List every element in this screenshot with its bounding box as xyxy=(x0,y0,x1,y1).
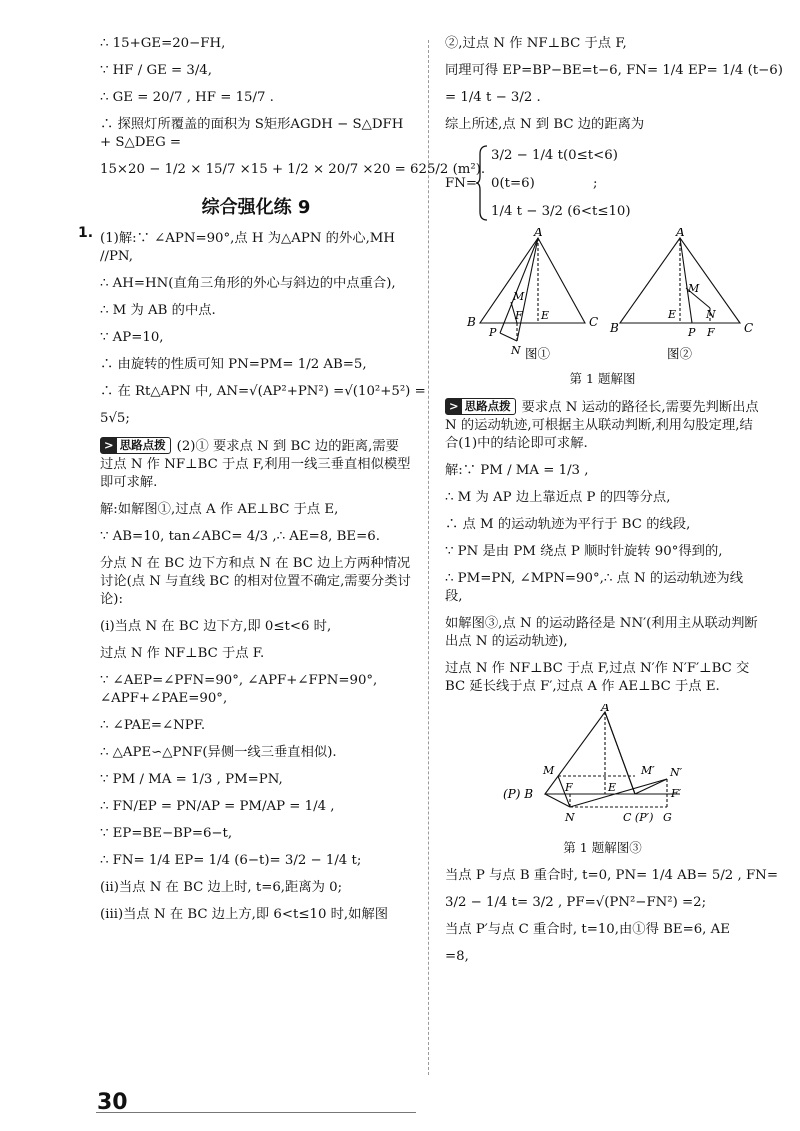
text-line: 当点 P 与点 B 重合时, t=0, PN= 1/4 AB= 5/2 , FN= xyxy=(445,868,778,883)
tip-text: (2)① 要求点 N 到 BC 边的距离,需要过点 N 作 NF⊥BC 于点 F,利用一线三垂直相似模型即可求解. xyxy=(100,439,411,490)
question-number: 1. xyxy=(78,225,94,241)
fig3-label: N′ xyxy=(670,766,683,779)
fig2-label: E xyxy=(668,308,677,321)
formula-lhs: FN= xyxy=(445,176,478,191)
tip-tag xyxy=(445,398,516,415)
text-line: ∴ AH=HN(直角三角形的外心与斜边的中点重合), xyxy=(100,276,396,291)
section-title: 综合强化练 9 xyxy=(201,197,311,218)
text-line: 3/2 − 1/4 t= 3/2 , PF=√(PN²−FN²) =2; xyxy=(445,895,707,910)
column-divider xyxy=(428,40,429,1075)
fig3-label: N xyxy=(565,811,575,824)
text-line: ∵ AP=10, xyxy=(100,330,164,345)
fig3-label: M′ xyxy=(641,764,655,777)
text-line: ∴ 15+GE=20−FH, xyxy=(100,36,226,51)
text-line: ∴ △APE∽△PNF(异侧一线三垂直相似). xyxy=(100,745,337,760)
fig2-label: C xyxy=(744,321,754,335)
tip-text: 要求点 N 运动的路径长,需要先判断出点 N 的运动轨迹,可根据主从联动判断,利用勾股定理,结合(1)中的结论即可求解. xyxy=(445,400,759,451)
piecewise-formula xyxy=(445,142,760,224)
text-line: (1)解:∵ ∠APN=90°,点 H 为△APN 的外心,MH //PN, xyxy=(100,231,396,264)
text-line: ∵ PN 是由 PM 绕点 P 顺时针旋转 90°得到的, xyxy=(445,544,723,559)
text-line: 过点 N 作 NF⊥BC 于点 F,过点 N′作 N′F′⊥BC 交 BC 延长线于点 F′,过点 A 作 AE⊥BC 于点 E. xyxy=(445,661,750,694)
fig2-label: F xyxy=(707,326,715,339)
text-line: =8, xyxy=(445,949,469,964)
text-line: (ⅰ)当点 N 在 BC 边下方,即 0≤t<6 时, xyxy=(100,619,332,634)
text-line: 分点 N 在 BC 边下方和点 N 在 BC 边上方两种情况讨论(点 N 与直线 BC 的相对位置不确定,需要分类讨论): xyxy=(100,556,411,607)
fig1-caption: 图① xyxy=(525,346,551,361)
text-line: (ⅱ)当点 N 在 BC 边上时, t=6,距离为 0; xyxy=(100,880,343,895)
fig2-label: P xyxy=(688,326,696,339)
fig3-label: F′ xyxy=(671,787,682,800)
fig2-label: N xyxy=(706,308,716,321)
fig2-label: M xyxy=(688,282,700,295)
figure-3-svg xyxy=(445,704,760,832)
figure-3-caption: 第 1 题解图③ xyxy=(563,840,642,855)
fig3-label: C (P′) xyxy=(623,811,654,824)
fig3-label: F xyxy=(565,781,573,794)
fig2-label: B xyxy=(610,321,619,335)
text-line: ②,过点 N 作 NF⊥BC 于点 F, xyxy=(445,36,627,51)
text-line: ∵ AB=10, tan∠ABC= 4/3 ,∴ AE=8, BE=6. xyxy=(100,529,380,544)
text-line: ∴ FN= 1/4 EP= 1/4 (6−t)= 3/2 − 1/4 t; xyxy=(100,853,362,868)
fig1-label: B xyxy=(467,315,476,329)
tip-tag-label: 思路点拨 xyxy=(464,399,511,413)
right-column xyxy=(445,30,783,970)
text-line: ∴ M 为 AP 边上靠近点 P 的四等分点, xyxy=(445,490,671,505)
text-line: ∴ 探照灯所覆盖的面积为 S矩形AGDH − S△DFH + S△DEG = xyxy=(100,117,404,150)
text-line: (ⅲ)当点 N 在 BC 边上方,即 6<t≤10 时,如解图 xyxy=(100,907,389,922)
text-line: ∴ ∠PAE=∠NPF. xyxy=(100,718,206,733)
fig1-label: M xyxy=(513,290,525,303)
text-line: 解:∵ PM / MA = 1/3 , xyxy=(445,463,589,478)
question-1 xyxy=(78,225,412,270)
text-line: 15×20 − 1/2 × 15/7 ×15 + 1/2 × 20/7 ×20 = 625/2 (m²). xyxy=(100,162,486,177)
text-line: ∵ HF / GE = 3/4, xyxy=(100,63,212,78)
tip-paragraph xyxy=(100,432,412,496)
fig1-label: C xyxy=(589,315,599,329)
text-line: 综上所述,点 N 到 BC 边的距离为 xyxy=(445,117,645,132)
fig2-label: A xyxy=(676,228,685,239)
fig3-label: (P) B xyxy=(503,787,534,801)
formula-case-2: 0(t=6) xyxy=(491,176,535,191)
text-line: ∴ 点 M 的运动轨迹为平行于 BC 的线段, xyxy=(445,517,691,532)
footer-rule xyxy=(96,1112,416,1113)
figures-1-2 xyxy=(445,228,760,363)
tip-tag-label: 思路点拨 xyxy=(119,438,166,452)
fig1-label: F xyxy=(515,309,523,322)
text-line: 过点 N 作 NF⊥BC 于点 F. xyxy=(100,646,265,661)
figure-3 xyxy=(445,704,760,832)
text-line: 同理可得 EP=BP−BE=t−6, FN= 1/4 EP= 1/4 (t−6) xyxy=(445,63,783,78)
page-number: 30 xyxy=(97,1090,128,1115)
text-line: 如解图③,点 N 的运动路径是 NN′(利用主从联动判断出点 N 的运动轨迹), xyxy=(445,616,758,649)
text-line: 解:如解图①,过点 A 作 AE⊥BC 于点 E, xyxy=(100,502,339,517)
fig3-label: A xyxy=(601,704,610,714)
text-line: ∵ EP=BE−BP=6−t, xyxy=(100,826,233,841)
text-line: = 1/4 t − 3/2 . xyxy=(445,90,541,105)
text-line: ∴ FN/EP = PN/AP = PM/AP = 1/4 , xyxy=(100,799,335,814)
fig1-label: A xyxy=(534,228,543,239)
text-line: ∵ ∠AEP=∠PFN=90°, ∠APF+∠FPN=90°, ∠APF+∠PAE=90°, xyxy=(100,673,378,706)
formula-semicolon: ; xyxy=(593,176,598,191)
text-line: ∴ PM=PN, ∠MPN=90°,∴ 点 N 的运动轨迹为线段, xyxy=(445,571,743,604)
fig1-label: N xyxy=(511,344,521,357)
fig1-label: E xyxy=(541,309,550,322)
text-line: ∴ GE = 20/7 , HF = 15/7 . xyxy=(100,90,274,105)
chevron-right-icon: > xyxy=(446,399,462,414)
text-line: 5√5; xyxy=(100,411,130,426)
left-column xyxy=(78,30,486,928)
fig3-label: M xyxy=(543,764,555,777)
fig2-caption: 图② xyxy=(667,346,693,361)
text-line: 当点 P′与点 C 重合时, t=10,由①得 BE=6, AE xyxy=(445,922,730,937)
tip-tag xyxy=(100,437,171,454)
text-line: ∴ M 为 AB 的中点. xyxy=(100,303,216,318)
figures-caption: 第 1 题解图 xyxy=(569,371,636,386)
figure-2 xyxy=(609,228,753,339)
text-line: ∵ PM / MA = 1/3 , PM=PN, xyxy=(100,772,283,787)
formula-case-3: 1/4 t − 3/2 (6<t≤10) xyxy=(491,204,631,219)
left-brace-icon xyxy=(475,144,489,222)
fig3-label: E xyxy=(608,781,617,794)
chevron-right-icon: > xyxy=(101,438,117,453)
formula-case-1: 3/2 − 1/4 t(0≤t<6) xyxy=(491,148,618,163)
tip-paragraph xyxy=(445,393,760,457)
text-line: ∴ 在 Rt△APN 中, AN=√(AP²+PN²) =√(10²+5²) = xyxy=(100,384,426,399)
text-line: ∴ 由旋转的性质可知 PN=PM= 1/2 AB=5, xyxy=(100,357,367,372)
figure-1 xyxy=(445,228,760,363)
fig1-label: P xyxy=(489,326,497,339)
fig3-label: G xyxy=(663,811,672,824)
